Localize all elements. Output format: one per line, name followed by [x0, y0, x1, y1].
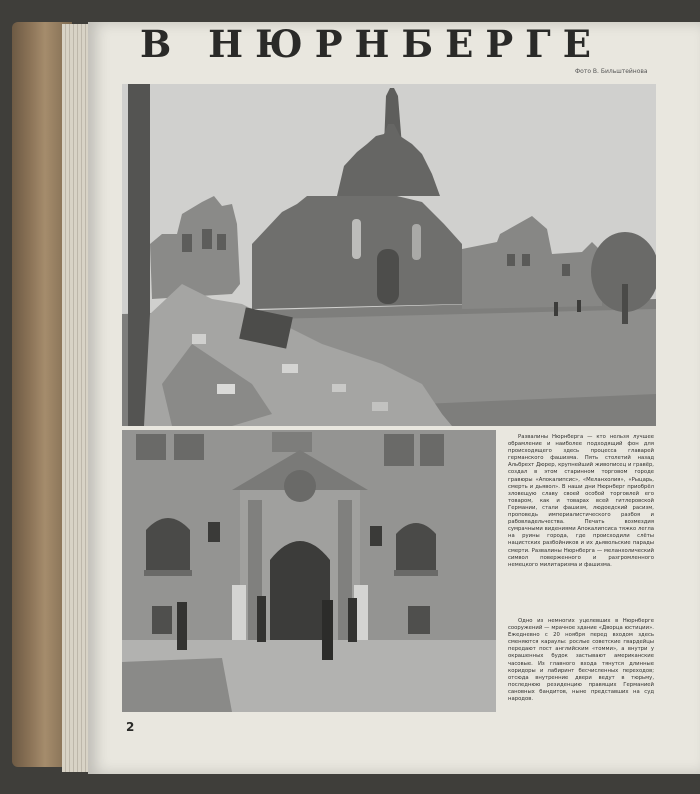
wall-lamp: [370, 526, 382, 546]
pedestrian: [577, 300, 581, 312]
ruin-window: [202, 229, 212, 249]
soldier-figure: [177, 602, 187, 650]
upper-window: [136, 434, 166, 460]
lower-window: [408, 606, 430, 634]
rubble-stone: [332, 384, 346, 392]
upper-window: [174, 434, 204, 460]
rubble-stone: [372, 402, 388, 411]
ruins-church-illustration: [122, 84, 656, 426]
rubble-stone: [192, 334, 206, 344]
palace-illustration: [122, 430, 496, 712]
main-door: [270, 541, 330, 640]
photo-credit: Фото В. Бильштейнова: [575, 68, 648, 75]
arched-window-right: [396, 523, 436, 570]
church-window: [412, 224, 421, 260]
coat-of-arms: [284, 470, 316, 502]
rubble-stone: [282, 364, 298, 373]
window-sill: [394, 570, 438, 576]
article-paragraph-2: Одно из немногих уцелевших в Нюрнберге сооружений — мрачное здание «Дворца юстиции». Ежедневно с 20 ноября перед входом здесь сменяются караулы: рослые советские гвардейцы передают пост английским «томми», а внутри у окрашенных будок застывают американские часовые. Из главного входа тянутся длинные коридоры и лабиринт бесчисленных переходов; отсюда внутренние двери ведут в тюрьму, последнюю резиденцию правящих Германией сановных бандитов, ныне представших на суд народов.: [508, 618, 654, 703]
wall-lamp: [208, 522, 220, 542]
upper-window: [384, 434, 414, 466]
church-window: [352, 219, 361, 259]
arched-window-left: [146, 518, 190, 570]
building-window: [522, 254, 530, 266]
tree-trunk: [622, 284, 628, 324]
walking-figure: [322, 600, 333, 660]
upper-window: [272, 432, 312, 452]
sidewalk-planter: [122, 658, 232, 712]
lower-window: [152, 606, 172, 634]
church-portal: [377, 249, 399, 304]
foreground-pole: [128, 84, 150, 426]
page-headline: В НЮРНБЕРГЕ: [140, 22, 603, 66]
upper-window: [420, 434, 444, 466]
window-sill: [144, 570, 192, 576]
sentry-box: [232, 585, 246, 640]
ruin-window: [182, 234, 192, 252]
soldier-figure: [348, 598, 357, 642]
building-window: [507, 254, 515, 266]
page-number: 2: [126, 720, 135, 734]
pedestrian: [554, 302, 558, 316]
photo-palace-of-justice: [122, 430, 496, 712]
ruin-window: [217, 234, 226, 250]
article-paragraph-1: Развалины Нюрнберга — кто нельзя лучшее обрамление и наиболее подходящий фон для происходящего здесь процесса главарей германского фашизма. Пять столетий назад Альбрехт Дюрер, крупнейший живописец и гравёр, создал в этом старинном торговом городе гравюры «Апокалипсис», «Меланхолия», «Рыцарь, смерть и дьявол». В наши дни Нюрнберг приобрёл зловещую славу своей особой торговлей его товаром, как и товарах всей гитлеровской Германии, стали фашизм, людоедский расизм, проповедь империалистического разбоя и рабовладельчества. Печать возмездия сумрачными видениями Апокалипсиса тяжко легла на руины города, где происходили слёты нацистских разбойников и их дьявольские парады смерти. Развалины Нюрнберга — меланхолический символ поверженного и разгромленного немецкого милитаризма и фашизма.: [508, 434, 654, 568]
photo-ruins-church: [122, 84, 656, 426]
rubble-stone: [217, 384, 235, 394]
soldier-figure: [257, 596, 266, 642]
building-window: [562, 264, 570, 276]
